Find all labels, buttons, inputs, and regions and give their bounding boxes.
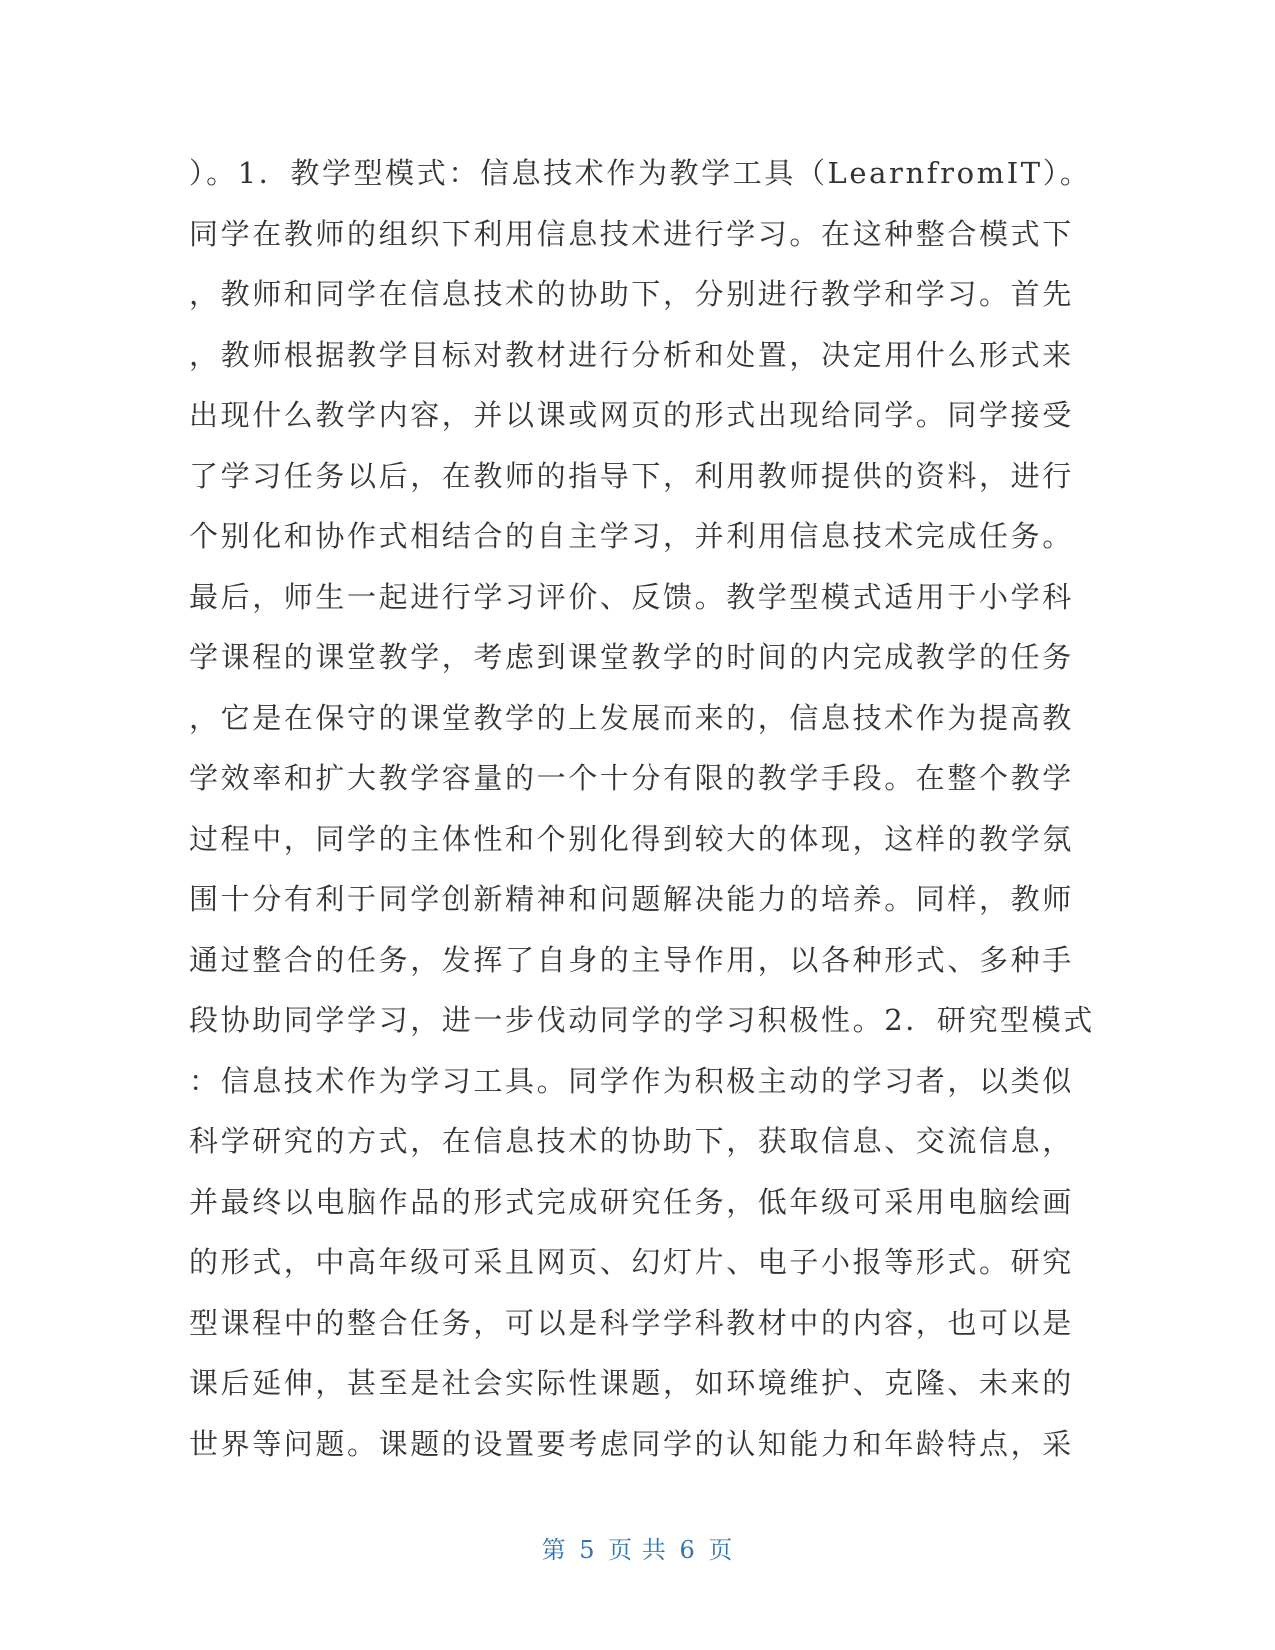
text-line: 个别化和协作式相结合的自主学习，并利用信息技术完成任务。 xyxy=(189,519,1074,553)
footer-current-page: 5 xyxy=(579,1536,596,1564)
text-line: 围十分有利于同学创新精神和问题解决能力的培养。同样，教师 xyxy=(189,882,1074,916)
text-line: 同学在教师的组织下利用信息技术进行学习。在这种整合模式下 xyxy=(189,216,1074,251)
text-line: 最后，师生一起进行学习评价、反馈。教学型模式适用于小学科 xyxy=(189,579,1074,614)
text-line: 了学习任务以后，在教师的指导下，利用教师提供的资料，进行 xyxy=(189,458,1074,493)
text-line: ）。1．教学型模式：信息技术作为教学工具（LearnfromIT）。 xyxy=(189,156,1092,190)
text-line: ，它是在保守的课堂教学的上发展而来的，信息技术作为提高教 xyxy=(189,700,1074,735)
text-line: 科学研究的方式，在信息技术的协助下，获取信息、交流信息， xyxy=(189,1124,1074,1158)
text-line: 并最终以电脑作品的形式完成研究任务，低年级可采用电脑绘画 xyxy=(189,1184,1074,1219)
text-line: 的形式，中高年级可采且网页、幻灯片、电子小报等形式。研究 xyxy=(189,1245,1074,1279)
footer-suffix: 页 xyxy=(708,1536,734,1564)
text-line: 世界等问题。课题的设置要考虑同学的认知能力和年龄特点，采 xyxy=(189,1426,1074,1461)
text-line: 通过整合的任务，发挥了自身的主导作用，以各种形式、多种手 xyxy=(189,942,1074,977)
text-line: 出现什么教学内容，并以课或网页的形式出现给同学。同学接受 xyxy=(189,398,1074,432)
text-line: 段协助同学学习，进一步伐动同学的学习积极性。2．研究型模式 xyxy=(189,1003,1095,1037)
text-line: 学效率和扩大教学容量的一个十分有限的教学手段。在整个教学 xyxy=(189,761,1074,795)
text-line: 学课程的课堂教学，考虑到课堂教学的时间的内完成教学的任务 xyxy=(189,640,1074,674)
text-line: ：信息技术作为学习工具。同学作为积极主动的学习者，以类似 xyxy=(189,1063,1074,1098)
text-line: 课后延伸，甚至是社会实际性课题，如环境维护、克隆、未来的 xyxy=(189,1366,1074,1400)
body-text xyxy=(189,143,1095,1474)
footer-total-pages: 6 xyxy=(679,1536,696,1564)
text-line: ，教师根据教学目标对教材进行分析和处置，决定用什么形式来 xyxy=(189,337,1074,372)
text-line: 型课程中的整合任务，可以是科学学科教材中的内容，也可以是 xyxy=(189,1305,1074,1340)
text-line: 过程中，同学的主体性和个别化得到较大的体现，这样的教学氛 xyxy=(189,821,1074,856)
page-footer xyxy=(0,1530,1275,1565)
footer-prefix: 第 xyxy=(541,1536,567,1564)
footer-middle: 页 共 xyxy=(608,1536,667,1564)
text-line: ，教师和同学在信息技术的协助下，分别进行教学和学习。首先 xyxy=(189,277,1074,311)
